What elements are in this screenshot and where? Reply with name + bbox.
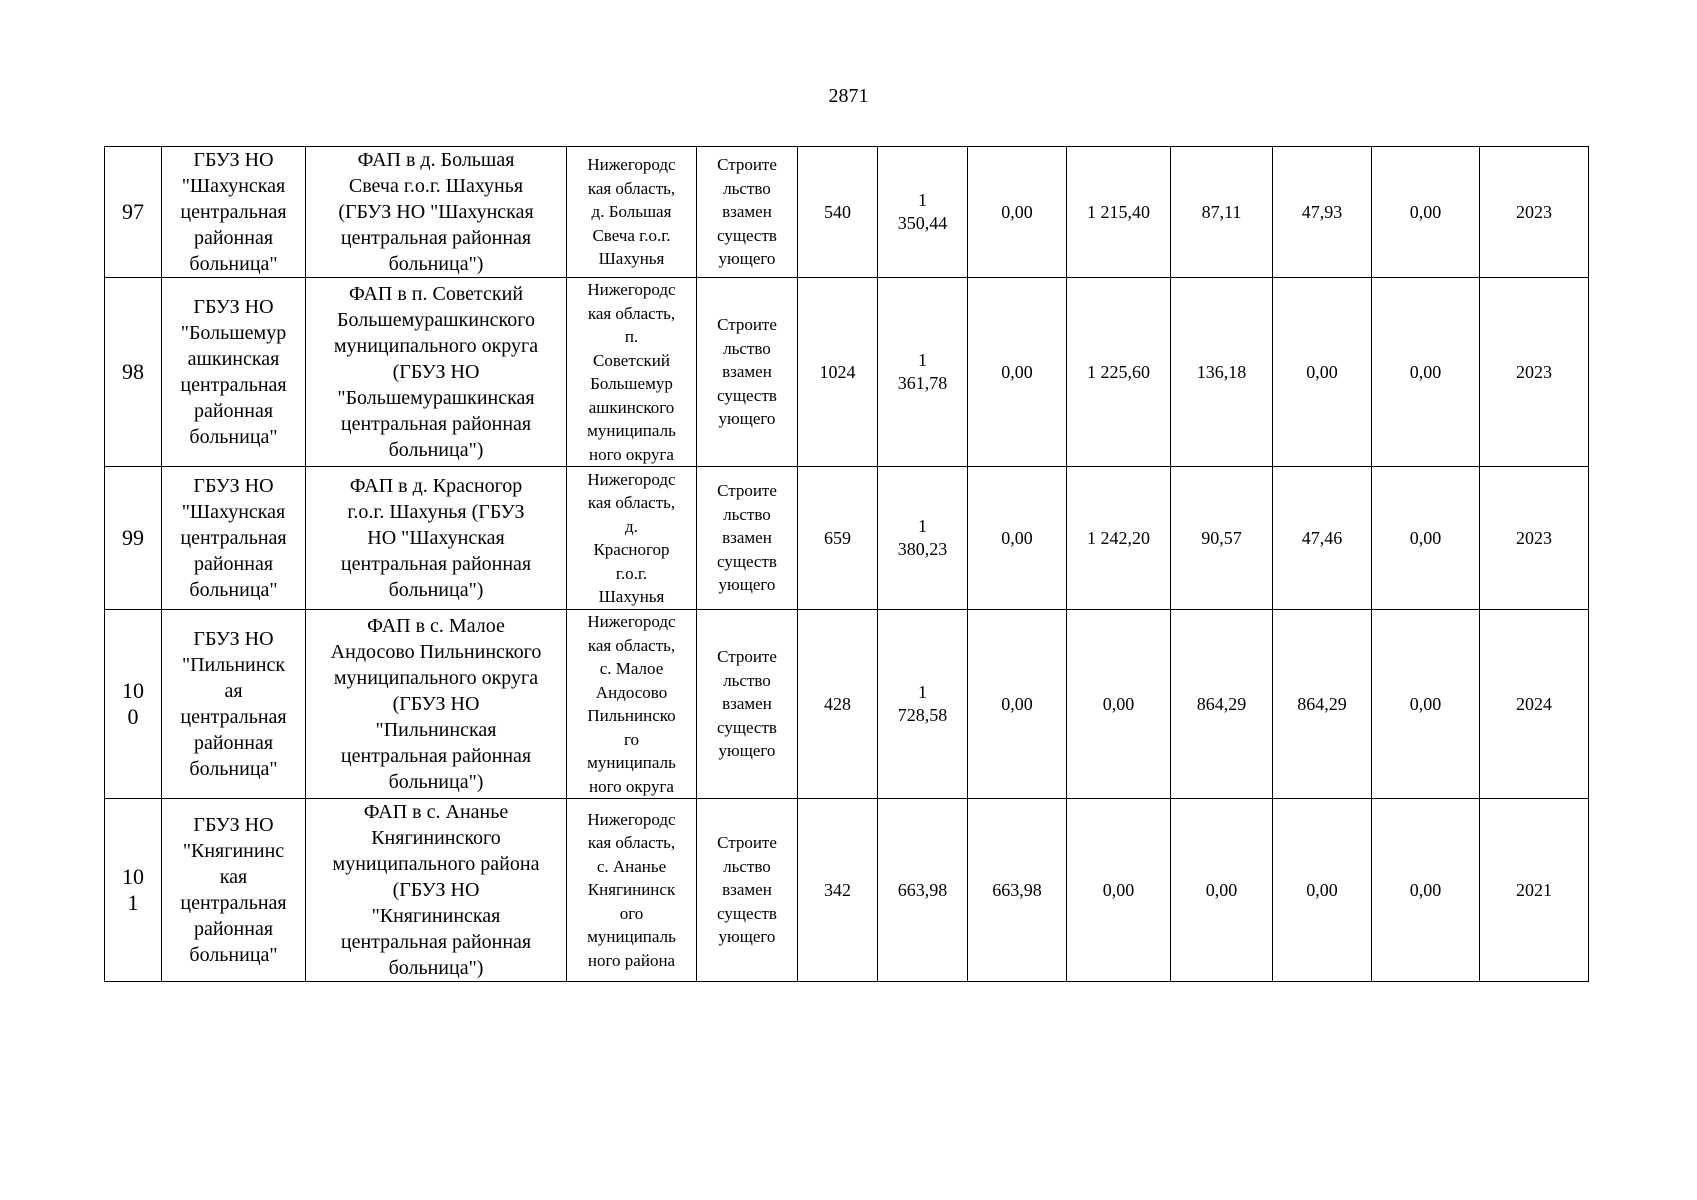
address-cell: Нижегородс кая область, д. Большая Свеча г.о.г. Шахунья <box>567 147 697 278</box>
table-row <box>105 467 1589 610</box>
value-cell: 0,00 <box>1171 799 1273 982</box>
value-cell: 136,18 <box>1171 278 1273 467</box>
page-number: 2871 <box>828 85 869 107</box>
value-cell: 0,00 <box>1067 610 1171 799</box>
value-cell: 663,98 <box>878 799 968 982</box>
value-cell: 0,00 <box>1273 799 1372 982</box>
value-cell: 663,98 <box>968 799 1067 982</box>
organization-cell: ГБУЗ НО "Большемур ашкинская центральная районная больница" <box>162 278 306 467</box>
value-cell: 0,00 <box>968 278 1067 467</box>
work-type-cell: Строите льство взамен существ ующего <box>697 147 798 278</box>
value-cell: 0,00 <box>1372 799 1480 982</box>
year-cell: 2024 <box>1480 610 1589 799</box>
value-cell: 87,11 <box>1171 147 1273 278</box>
value-cell: 864,29 <box>1273 610 1372 799</box>
value-cell: 1 215,40 <box>1067 147 1171 278</box>
row-number: 97 <box>105 147 162 278</box>
object-name-cell: ФАП в с. Ананье Княгининского муниципального района (ГБУЗ НО "Княгининская центральная районная больница") <box>306 799 567 982</box>
value-cell: 0,00 <box>1372 278 1480 467</box>
value-cell: 0,00 <box>1067 799 1171 982</box>
value-cell: 1 225,60 <box>1067 278 1171 467</box>
organization-cell: ГБУЗ НО "Княгининс кая центральная районная больница" <box>162 799 306 982</box>
value-cell: 1 242,20 <box>1067 467 1171 610</box>
value-cell: 90,57 <box>1171 467 1273 610</box>
address-cell: Нижегородс кая область, с. Ананье Княгининск ого муниципаль ного района <box>567 799 697 982</box>
facilities-table <box>104 146 1589 982</box>
table-row <box>105 147 1589 278</box>
value-cell: 1 361,78 <box>878 278 968 467</box>
row-number: 10 1 <box>105 799 162 982</box>
table-row <box>105 799 1589 982</box>
value-cell: 1024 <box>798 278 878 467</box>
value-cell: 0,00 <box>1372 147 1480 278</box>
value-cell: 864,29 <box>1171 610 1273 799</box>
organization-cell: ГБУЗ НО "Шахунская центральная районная больница" <box>162 467 306 610</box>
object-name-cell: ФАП в п. Советский Большемурашкинского муниципального округа (ГБУЗ НО "Большемурашкинская центральная районная больница") <box>306 278 567 467</box>
address-cell: Нижегородс кая область, п. Советский Большемур ашкинского муниципаль ного округа <box>567 278 697 467</box>
address-cell: Нижегородс кая область, д. Красногор г.о.г. Шахунья <box>567 467 697 610</box>
work-type-cell: Строите льство взамен существ ующего <box>697 610 798 799</box>
work-type-cell: Строите льство взамен существ ующего <box>697 799 798 982</box>
value-cell: 0,00 <box>1372 610 1480 799</box>
value-cell: 0,00 <box>968 467 1067 610</box>
organization-cell: ГБУЗ НО "Шахунская центральная районная больница" <box>162 147 306 278</box>
table-row <box>105 278 1589 467</box>
value-cell: 0,00 <box>1372 467 1480 610</box>
value-cell: 342 <box>798 799 878 982</box>
organization-cell: ГБУЗ НО "Пильнинск ая центральная районная больница" <box>162 610 306 799</box>
year-cell: 2021 <box>1480 799 1589 982</box>
row-number: 98 <box>105 278 162 467</box>
work-type-cell: Строите льство взамен существ ующего <box>697 278 798 467</box>
value-cell: 1 350,44 <box>878 147 968 278</box>
value-cell: 0,00 <box>968 147 1067 278</box>
year-cell: 2023 <box>1480 278 1589 467</box>
work-type-cell: Строите льство взамен существ ующего <box>697 467 798 610</box>
row-number: 10 0 <box>105 610 162 799</box>
value-cell: 1 380,23 <box>878 467 968 610</box>
value-cell: 47,93 <box>1273 147 1372 278</box>
table-row <box>105 610 1589 799</box>
value-cell: 0,00 <box>968 610 1067 799</box>
object-name-cell: ФАП в д. Большая Свеча г.о.г. Шахунья (ГБУЗ НО "Шахунская центральная районная больница") <box>306 147 567 278</box>
object-name-cell: ФАП в д. Красногор г.о.г. Шахунья (ГБУЗ НО "Шахунская центральная районная больница") <box>306 467 567 610</box>
value-cell: 428 <box>798 610 878 799</box>
row-number: 99 <box>105 467 162 610</box>
value-cell: 1 728,58 <box>878 610 968 799</box>
value-cell: 0,00 <box>1273 278 1372 467</box>
object-name-cell: ФАП в с. Малое Андосово Пильнинского муниципального округа (ГБУЗ НО "Пильнинская центральная районная больница") <box>306 610 567 799</box>
value-cell: 659 <box>798 467 878 610</box>
value-cell: 540 <box>798 147 878 278</box>
address-cell: Нижегородс кая область, с. Малое Андосово Пильнинско го муниципаль ного округа <box>567 610 697 799</box>
year-cell: 2023 <box>1480 467 1589 610</box>
year-cell: 2023 <box>1480 147 1589 278</box>
value-cell: 47,46 <box>1273 467 1372 610</box>
